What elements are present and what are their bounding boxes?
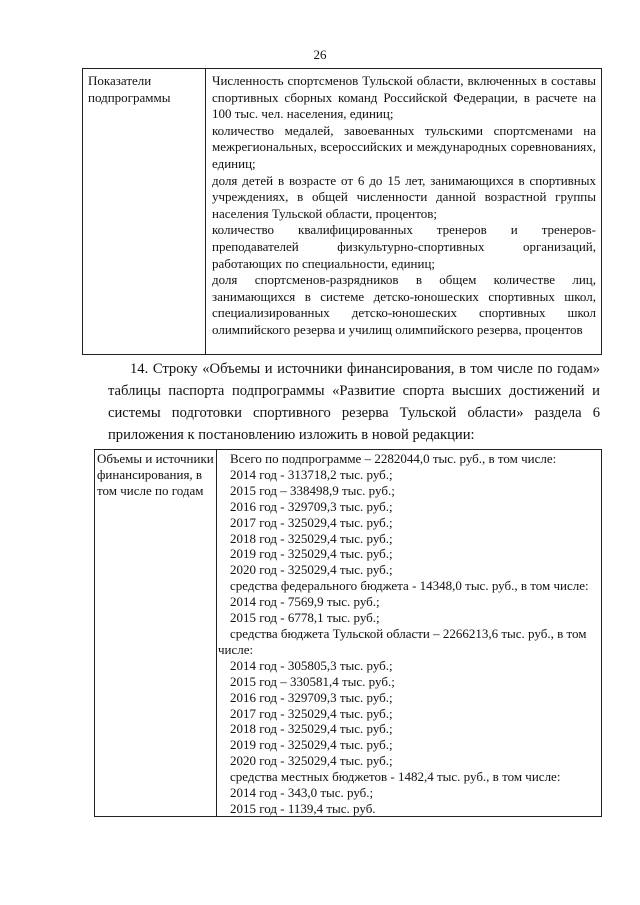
financing-year-row: 2019 год - 325029,4 тыс. руб.; [230, 737, 393, 753]
financing-year-row: 2014 год - 343,0 тыс. руб.; [230, 785, 374, 801]
indicators-label: Показатели подпрограммы [88, 73, 171, 105]
financing-year-row: 2020 год - 325029,4 тыс. руб.; [230, 562, 393, 578]
financing-year-row: 2018 год - 325029,4 тыс. руб.; [230, 530, 393, 546]
financing-year-row: 2016 год - 329709,3 тыс. руб.; [230, 689, 393, 705]
page-number: 26 [313, 47, 327, 62]
financing-table [94, 449, 602, 817]
financing-year-row: 2020 год - 325029,4 тыс. руб.; [230, 753, 393, 769]
financing-regional: средства бюджета Тульской области – 2266213,6 тыс. руб., в том числе: [218, 625, 587, 657]
financing-label: Объемы и источники финансирования, в том числе по годам [97, 451, 214, 498]
financing-local: средства местных бюджетов - 1482,4 тыс. руб., в том числе: [230, 769, 561, 785]
financing-total: Всего по подпрограмме – 2282044,0 тыс. руб., в том числе: [230, 451, 557, 466]
financing-year-row: 2017 год - 325029,4 тыс. руб.; [230, 514, 393, 530]
indicator-item: доля детей в возрасте от 6 до 15 лет, занимающихся в спортивных учреждениях, в общей численности данной возрастной группы населения Тульской области, процентов; [212, 172, 596, 221]
indicator-item: количество квалифицированных тренеров и тренеров-преподавателей физкультурно-спортивных организаций, работающих по специальности, единиц; [212, 222, 596, 271]
amendment-paragraph: 14. Строку «Объемы и источники финансирования, в том числе по годам» таблицы паспорта подпрограммы «Развитие спорта высших достижений и системы подготовки спортивного резерва Тульской области» раздела 6 приложения к постановлению изложить в новой редакции: [108, 361, 600, 443]
indicators-table [82, 68, 602, 355]
financing-year-row: 2017 год - 325029,4 тыс. руб.; [230, 705, 393, 721]
financing-year-row: 2018 год - 325029,4 тыс. руб.; [230, 721, 393, 737]
financing-year-row: 2015 год – 330581,4 тыс. руб.; [230, 673, 395, 689]
financing-year-row: 2015 год - 6778,1 тыс. руб.; [230, 610, 380, 626]
indicators-list [212, 73, 596, 339]
table-column-divider [216, 450, 217, 816]
financing-year-row: 2019 год - 325029,4 тыс. руб.; [230, 546, 393, 562]
financing-year-row: 2014 год - 305805,3 тыс. руб.; [230, 657, 393, 673]
financing-federal: средства федерального бюджета - 14348,0 тыс. руб., в том числе: [230, 578, 589, 594]
financing-details [218, 451, 600, 817]
financing-year-row: 2015 год – 338498,9 тыс. руб.; [230, 482, 395, 498]
indicator-item: Численность спортсменов Тульской области, включенных в составы спортивных сборных команд Российской Федерации, в расчете на 100 тыс. чел. населения, единиц; [212, 73, 596, 122]
indicator-item: количество медалей, завоеванных тульскими спортсменами на межрегиональных, всероссийских и международных соревнованиях, единиц; [212, 122, 596, 171]
table-column-divider [205, 69, 206, 354]
financing-year-row: 2014 год - 7569,9 тыс. руб.; [230, 594, 380, 610]
financing-year-row: 2016 год - 329709,3 тыс. руб.; [230, 498, 393, 514]
indicator-item: доля спортсменов-разрядников в общем количестве лиц, занимающихся в системе детско-юношеских спортивных школ, специализированных детско-юношеских спортивных школ олимпийского резерва и училищ олимпийского резерва, процентов [212, 272, 596, 337]
financing-year-row: 2014 год - 313718,2 тыс. руб.; [230, 466, 393, 482]
financing-year-row: 2015 год - 1139,4 тыс. руб. [230, 800, 376, 816]
